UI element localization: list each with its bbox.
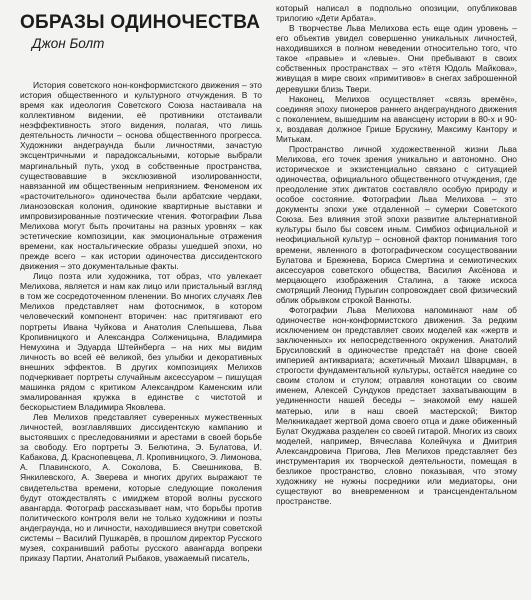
paragraph: История советского нон-конформистского движения – это история общественного и культурного отчуждения. В то время как идеология Советского Союза настаивала на коллективном видении, её противники отстаивали неэффективность этого видения, полагая, что лишь деятельность личности – основа общественного прогресса. Художники андеграунда были личностями, зачастую эксцентричными и парадоксальными, которые выбрали маргинальный путь, уход в собственные пространства, существовавшие в эксклюзивной изолированности, навязанной им общественным неприязнием. Феноменом их «расточительного» одиночества были арбатские чердаки, лианозовская колония, одинокие квартирные выставки и импровизированные поэтические чтения. Фотографии Льва Мелихова могут быть прочитаны на разных уровнях – как эстетические композиции, как эмоциональные отражения времени, как ностальгические образы ушедшей эпохи, но прежде всего – как истории одиночества диссидентского движения – это документальные факты.: [20, 80, 262, 272]
paragraph: Фотографии Льва Мелихова напоминают нам об одиночестве нон-конформистского движения. За редким исключением он представляет своих моделей как «жертв и заключенных» их непосредственного окружения. Анатолий Брусиловский в одиночестве предстаёт на фоне своей империей антиквариата; аскетичный Михаил Шварцман, в строгости фундаментальной культуры, остаётся наедине со своим столом и стулом; отравляя конотации со своим именем, Алексей Сундуков предстает захватывающим в уединенности нашей беседы – знакомой ему нашей матерью, или в наш своей мастерской; Виктор Мелкникадает жертвой дома своего отца и даже обиженный Булат Окуджава разделен со своей гитарой. Многих из своих моделей, например, Вячеслава Колейчука и Дмитрия Александровича Пригова, Лев Мелихов представляет без инструментария их творческой деятельности, помещая в безликое пространство, словно показывая, что этому художнику не нужны посредники или медиаторы, они существуют во вневременном и трансцендентальном пространстве.: [276, 304, 517, 507]
paragraph: который написал в подпольно опозиции, опубликовав трилогию «Дети Арбата».: [276, 3, 517, 24]
article-title: ОБРАЗЫ ОДИНОЧЕСТВА: [20, 12, 261, 33]
left-text-column: [20, 80, 262, 563]
paragraph: Наконец, Мелихов осуществляет «связь времён», соединяя эпоху пионеров раннего андеграундного движения с поколением, вышедшим на авансцену истории в 80-х и 90-х, воздавая должное Грише Брускину, Максиму Кантору и Митькам.: [276, 93, 517, 144]
article-author: Джон Болт: [32, 36, 105, 51]
paragraph: Лицо поэта или художника, тот образ, что увлекает Мелихова, является и нам как лицо или пристальный взгляд в том же сосредоточенном пленении. Во многих случаях Лев Мелихов представляет нам фотоснимок, в котором человеческий компонент вторичен: нас притягивают его портреты Ивана Чуйкова и Анатолия Слепышева, Льва Кропивницкого и Александра Солженицына, Владимира Немухина и Эдуарда Штейнберга – на них мы видим личность во всей её великой, без улыбки и декоративных внешних эффектов. В других композициях Мелихов подчеркивает портреты случайным аксессуаром – пишущая машинка рядом с критиком Александром Каменским или эмалированная кружка в единстве с чистотой и бескорыстием Владимира Яковлева.: [20, 271, 262, 412]
right-text-column: [276, 3, 517, 506]
paragraph: Лев Мелихов представляет суверенных мужественных личностей, возглавлявших диссидентскую кампанию и выстоявших с преследованиями и арестами в своей борьбе за свободу. Его портреты Э. Белютина, Э. Булатова, И. Кабакова, Д. Краснопевцева, Л. Кропивницкого, Э. Лимонова, А. Плавинского, А. Соколова, Б. Свешникова, В. Янкилевского, А. Зверева и многих других выражают те свидетельства времени, которые следующие поколения будут отождествлять с имиджем второй волны русского авангарда. Фотограф рассказывает нам, что борьбы против политического контроля вели не только художники и поэты андеграунда, но и личности, находившиеся внутри советской системы – Василий Пушкарёв, в прошлом директор Русского музея, сохранивший работы русского авангарда вопреки приказу Партии, Анатолий Рыбаков, уважаемый писатель,: [20, 412, 262, 563]
paragraph: Пространство личной художественной жизни Льва Мелихова, его точек зрения уникально и автономно. Оно историческое и экзистенциально связано с ситуацией одиночества, официального общественного отчуждения, где преодоление этих диктатов составляло особую природу и особое состояние. Фотографии Льва Мелихова – это документы эпохи уже отдаленной – сумерки Советского Союза. Без влияния этой эпохи развитие альтернативной культуры было бы совсем иным. Симбиоз официальной и неофициальной культур – основной фактор понимания того времени, явленного в фотографическом сосуществовании Булатова и Брежнева, Бориса Смертина и семиотических аксессуаров советского общества, Василия Аксёнова и мерцающего изображения Сталина, а также искоса смотрящий Леонид Пурыгин сопровождает свой физический облик обрывком строкой Ванноты.: [276, 143, 517, 305]
paragraph: В творчестве Льва Мелихова есть еще один уровень – его объектив увидел совершенно уникальных личностей, находившихся в полном неведении относительно того, что такое «правые» и «левые». Они пребывают в своих собственных пространствах – это «тётя Юдоль Майкова», живущая в мире своих «примитивов» в снегах заброшенной деревушки близь Твери.: [276, 23, 517, 94]
